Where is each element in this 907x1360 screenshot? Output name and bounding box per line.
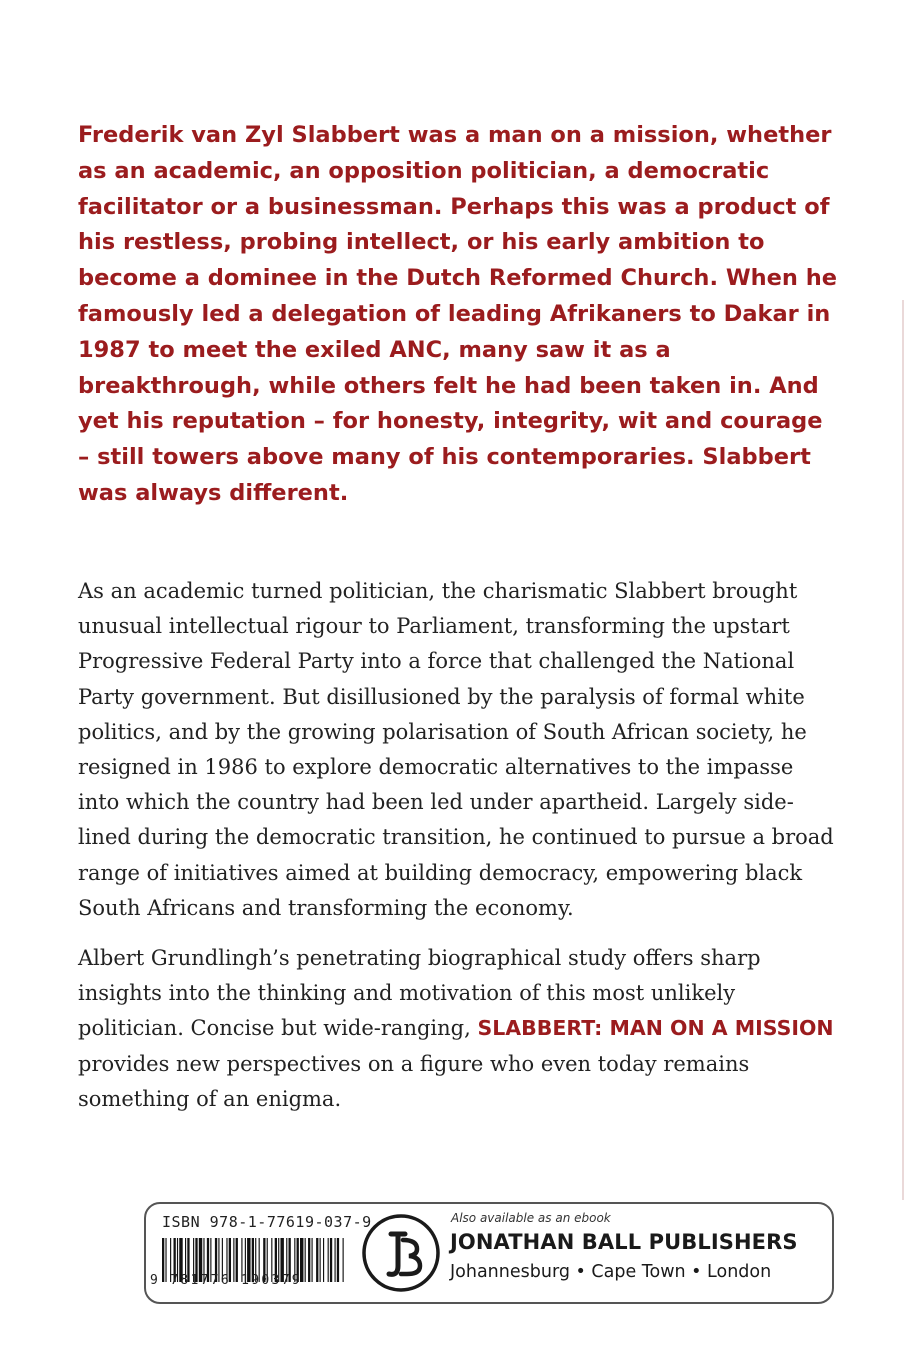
body-paragraph-2: [78, 941, 838, 1117]
paragraph-2-start: Albert Grundlingh’s penetrating biographical study offers sharp insights into the thinking and motivation of this most unlikely politician. Concise but wide-ranging,: [78, 946, 761, 1041]
paragraph-2-end: provides new perspectives on a figure who even today remains something of an enigma.: [78, 1051, 750, 1111]
publisher-logo-icon: [361, 1210, 441, 1296]
isbn-label: ISBN 978-1-77619-037-9: [162, 1213, 372, 1231]
body-paragraph-1: As an academic turned politician, the charismatic Slabbert brought unusual intellectual rigour to Parliament, transforming the upstart Progressive Federal Party into a force that challenged the National Party government. But disillusioned by the paralysis of formal white politics, and by the growing polarisation of South African society, he resigned in 1986 to explore democratic alternatives to the impasse into which the country had been led under apartheid. Largely side-lined during the democratic transition, he continued to pursue a broad range of initiatives aimed at building democracy, empowering black South Africans and transforming the economy.: [78, 579, 834, 920]
blurb-text: Frederik van Zyl Slabbert was a man on a mission, whether as an academic, an opposition politician, a democratic facilitator or a businessman. Perhaps this was a product of his restless, probing intellect, or his early ambition to become a dominee in the Dutch Reformed Church. When he famously led a delegation of leading Afrikaners to Dakar in 1987 to meet the exiled ANC, many saw it as a breakthrough, while others felt he had been taken in. And yet his reputation – for honesty, integrity, wit and courage – still towers above many of his contemporaries. Slabbert was always different.: [78, 122, 838, 506]
publisher-name: JONATHAN BALL PUBLISHERS: [450, 1230, 798, 1254]
edge-line: [902, 300, 904, 1200]
publisher-cities: Johannesburg • Cape Town • London: [450, 1262, 772, 1282]
barcode-digits: 9 781776 190379: [150, 1273, 302, 1288]
book-title-inline: SLABBERT: MAN ON A MISSION: [477, 1016, 834, 1041]
ebook-note: Also available as an ebook: [451, 1211, 611, 1225]
